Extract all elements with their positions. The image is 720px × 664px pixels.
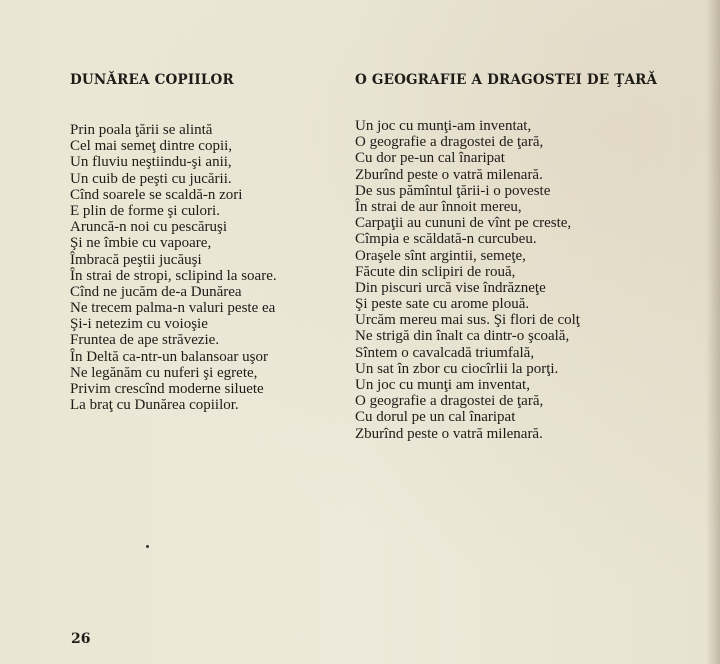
- page-edge-shadow: [706, 0, 720, 664]
- poem-line: Un sat în zbor cu ciocîrlii la porţi.: [355, 360, 559, 377]
- poem-line: Şi peste sate cu arome plouă.: [355, 296, 530, 313]
- poem-line: Privim crescînd moderne siluete: [70, 381, 264, 397]
- poem-line: O geografie a dragostei de ţară,: [355, 393, 544, 410]
- poem-line: În Deltă ca-ntr-un balansoar uşor: [70, 348, 268, 365]
- poem-line: Prin poala ţării se alintă: [70, 122, 213, 138]
- poem-line: Aruncă-n noi cu pescăruşi: [70, 219, 228, 236]
- poem-left-lines: [70, 122, 340, 413]
- poem-line: Şi-i netezim cu voioşie: [70, 316, 208, 333]
- poem-line: Cîmpia e scăldată-n curcubeu.: [355, 231, 537, 248]
- poem-line: Cu dorul pe un cal înaripat: [355, 409, 516, 426]
- poem-line: Un joc cu munţi-am inventat,: [355, 118, 532, 134]
- poem-line: Ne strigă din înalt ca dintr-o şcoală,: [355, 328, 570, 345]
- poem-line: E plin de forme şi culori.: [70, 202, 220, 219]
- poem-line: Ne legănăm cu nuferi şi egrete,: [70, 364, 258, 381]
- poem-line: Cînd soarele se scaldă-n zori: [70, 186, 243, 203]
- poem-line: Urcăm mereu mai sus. Şi flori de colţ: [355, 312, 580, 329]
- poem-line: Oraşele sînt argintii, semeţe,: [355, 247, 526, 264]
- ink-speck: [146, 545, 149, 548]
- poem-line: Un cuib de peşti cu jucării.: [70, 170, 232, 187]
- poem-right-lines: [355, 118, 675, 442]
- poem-line: În strai de aur înnoit mereu,: [355, 198, 522, 215]
- poem-right: [355, 70, 675, 442]
- poem-line: Un fluviu neştiindu-şi anii,: [70, 154, 232, 171]
- poem-line: Cel mai semeţ dintre copii,: [70, 138, 233, 155]
- poem-line: O geografie a dragostei de ţară,: [355, 134, 544, 151]
- poem-line: Fruntea de ape străvezie.: [70, 332, 220, 349]
- poem-line: Un joc cu munţi am inventat,: [355, 377, 530, 393]
- poem-line: Zburînd peste o vatră milenară.: [355, 166, 543, 183]
- poem-line: Carpaţii au cununi de vînt pe creste,: [355, 215, 572, 232]
- poem-line: Ne trecem palma-n valuri peste ea: [70, 300, 276, 317]
- poem-line: Zburînd peste o vatră milenară.: [355, 425, 543, 442]
- page-number: 26: [71, 631, 91, 647]
- poem-right-title: O GEOGRAFIE A DRAGOSTEI DE ŢARĂ: [355, 72, 658, 88]
- poem-line: Cu dor pe-un cal înaripat: [355, 150, 505, 167]
- poem-line: La braţ cu Dunărea copiilor.: [70, 397, 239, 414]
- poem-line: De sus pămîntul ţării-i o poveste: [355, 182, 551, 199]
- poem-line: Îmbracă peştii jucăuşi: [70, 251, 202, 268]
- poem-line: Din piscuri urcă vise îndrăzneţe: [355, 279, 546, 296]
- poem-left-title: DUNĂREA COPIILOR: [70, 72, 234, 88]
- poem-line: Sîntem o cavalcadă triumfală,: [355, 344, 535, 361]
- poem-line: Cînd ne jucăm de-a Dunărea: [70, 283, 242, 300]
- poem-line: Şi ne îmbie cu vapoare,: [70, 235, 212, 252]
- poem-line: În strai de stropi, sclipind la soare.: [70, 267, 277, 284]
- poem-left: [70, 70, 340, 413]
- poem-line: Făcute din sclipiri de rouă,: [355, 263, 516, 280]
